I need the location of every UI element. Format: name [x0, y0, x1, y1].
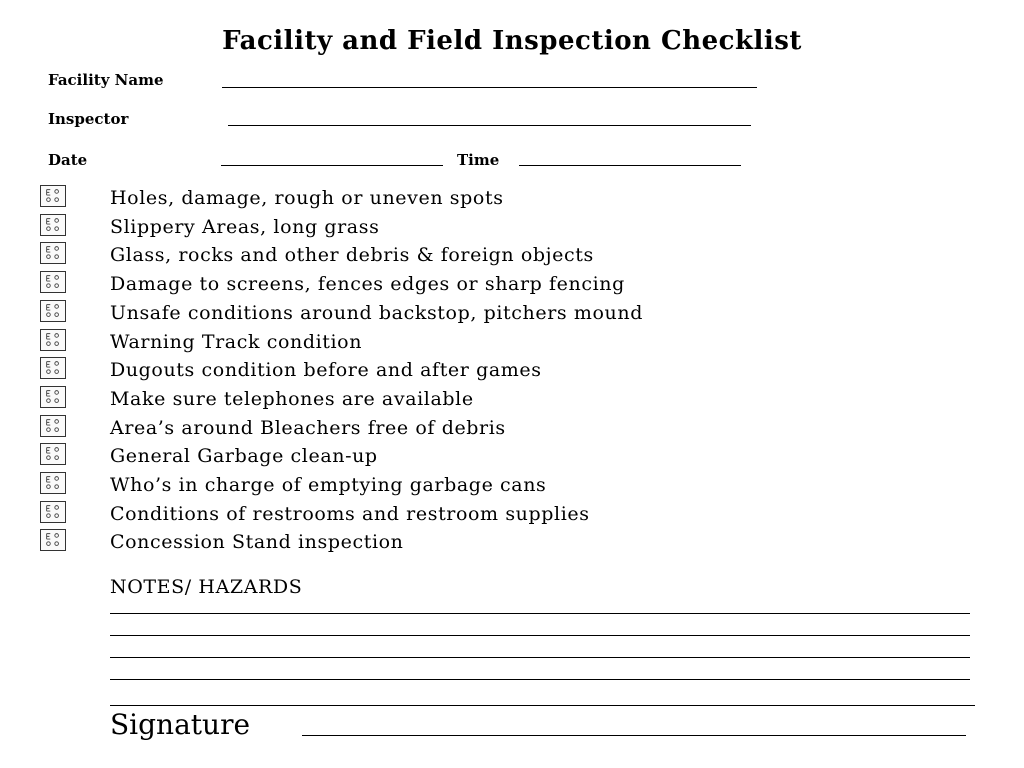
checklist-item-label: Damage to screens, fences edges or sharp fencing — [110, 273, 625, 295]
checkbox-icon[interactable] — [40, 357, 66, 379]
date-field[interactable] — [221, 165, 443, 166]
checkbox-icon[interactable] — [40, 242, 66, 264]
checklist-item — [40, 300, 940, 328]
checkbox-icon[interactable] — [40, 386, 66, 408]
checklist-item-label: Who’s in charge of emptying garbage cans — [110, 474, 547, 496]
checklist-item-label: Glass, rocks and other debris & foreign objects — [110, 244, 594, 266]
notes-line[interactable] — [110, 657, 970, 658]
notes-line[interactable] — [110, 705, 975, 706]
checklist-item-label: Slippery Areas, long grass — [110, 216, 380, 238]
checklist-item — [40, 472, 940, 500]
inspector-label: Inspector — [48, 110, 129, 128]
checklist-item — [40, 329, 940, 357]
checklist-item — [40, 185, 940, 213]
checklist-item-label: Unsafe conditions around backstop, pitchers mound — [110, 302, 643, 324]
signature-label: Signature — [110, 708, 251, 741]
checklist-item — [40, 357, 940, 385]
notes-line[interactable] — [110, 613, 970, 614]
checklist-item — [40, 443, 940, 471]
checkbox-icon[interactable] — [40, 529, 66, 551]
checklist-item-label: Conditions of restrooms and restroom supplies — [110, 503, 590, 525]
checklist-item — [40, 214, 940, 242]
checklist-item-label: Dugouts condition before and after games — [110, 359, 542, 381]
checklist-item — [40, 529, 940, 557]
checklist-item-label: Make sure telephones are available — [110, 388, 474, 410]
checklist-item — [40, 415, 940, 443]
checkbox-icon[interactable] — [40, 214, 66, 236]
notes-line[interactable] — [110, 635, 970, 636]
checkbox-icon[interactable] — [40, 185, 66, 207]
date-label: Date — [48, 151, 88, 169]
checkbox-icon[interactable] — [40, 501, 66, 523]
checkbox-icon[interactable] — [40, 415, 66, 437]
checklist-item — [40, 271, 940, 299]
checklist-item — [40, 501, 940, 529]
checklist-item-label: Area’s around Bleachers free of debris — [110, 417, 506, 439]
facility-name-label: Facility Name — [48, 71, 164, 89]
checkbox-icon[interactable] — [40, 472, 66, 494]
inspector-field[interactable] — [228, 125, 751, 126]
checklist-item-label: Holes, damage, rough or uneven spots — [110, 187, 504, 209]
checkbox-icon[interactable] — [40, 300, 66, 322]
time-field[interactable] — [519, 165, 741, 166]
checklist-item-label: General Garbage clean-up — [110, 445, 378, 467]
checklist-item — [40, 386, 940, 414]
checkbox-icon[interactable] — [40, 329, 66, 351]
signature-field[interactable] — [302, 735, 966, 736]
time-label: Time — [457, 151, 500, 169]
page-title: Facility and Field Inspection Checklist — [222, 26, 802, 56]
notes-line[interactable] — [110, 679, 970, 680]
checklist-item-label: Concession Stand inspection — [110, 531, 404, 553]
checklist-item — [40, 242, 940, 270]
notes-heading: NOTES/ HAZARDS — [110, 576, 303, 598]
checklist-item-label: Warning Track condition — [110, 331, 363, 353]
facility-name-field[interactable] — [222, 87, 757, 88]
checkbox-icon[interactable] — [40, 271, 66, 293]
checkbox-icon[interactable] — [40, 443, 66, 465]
